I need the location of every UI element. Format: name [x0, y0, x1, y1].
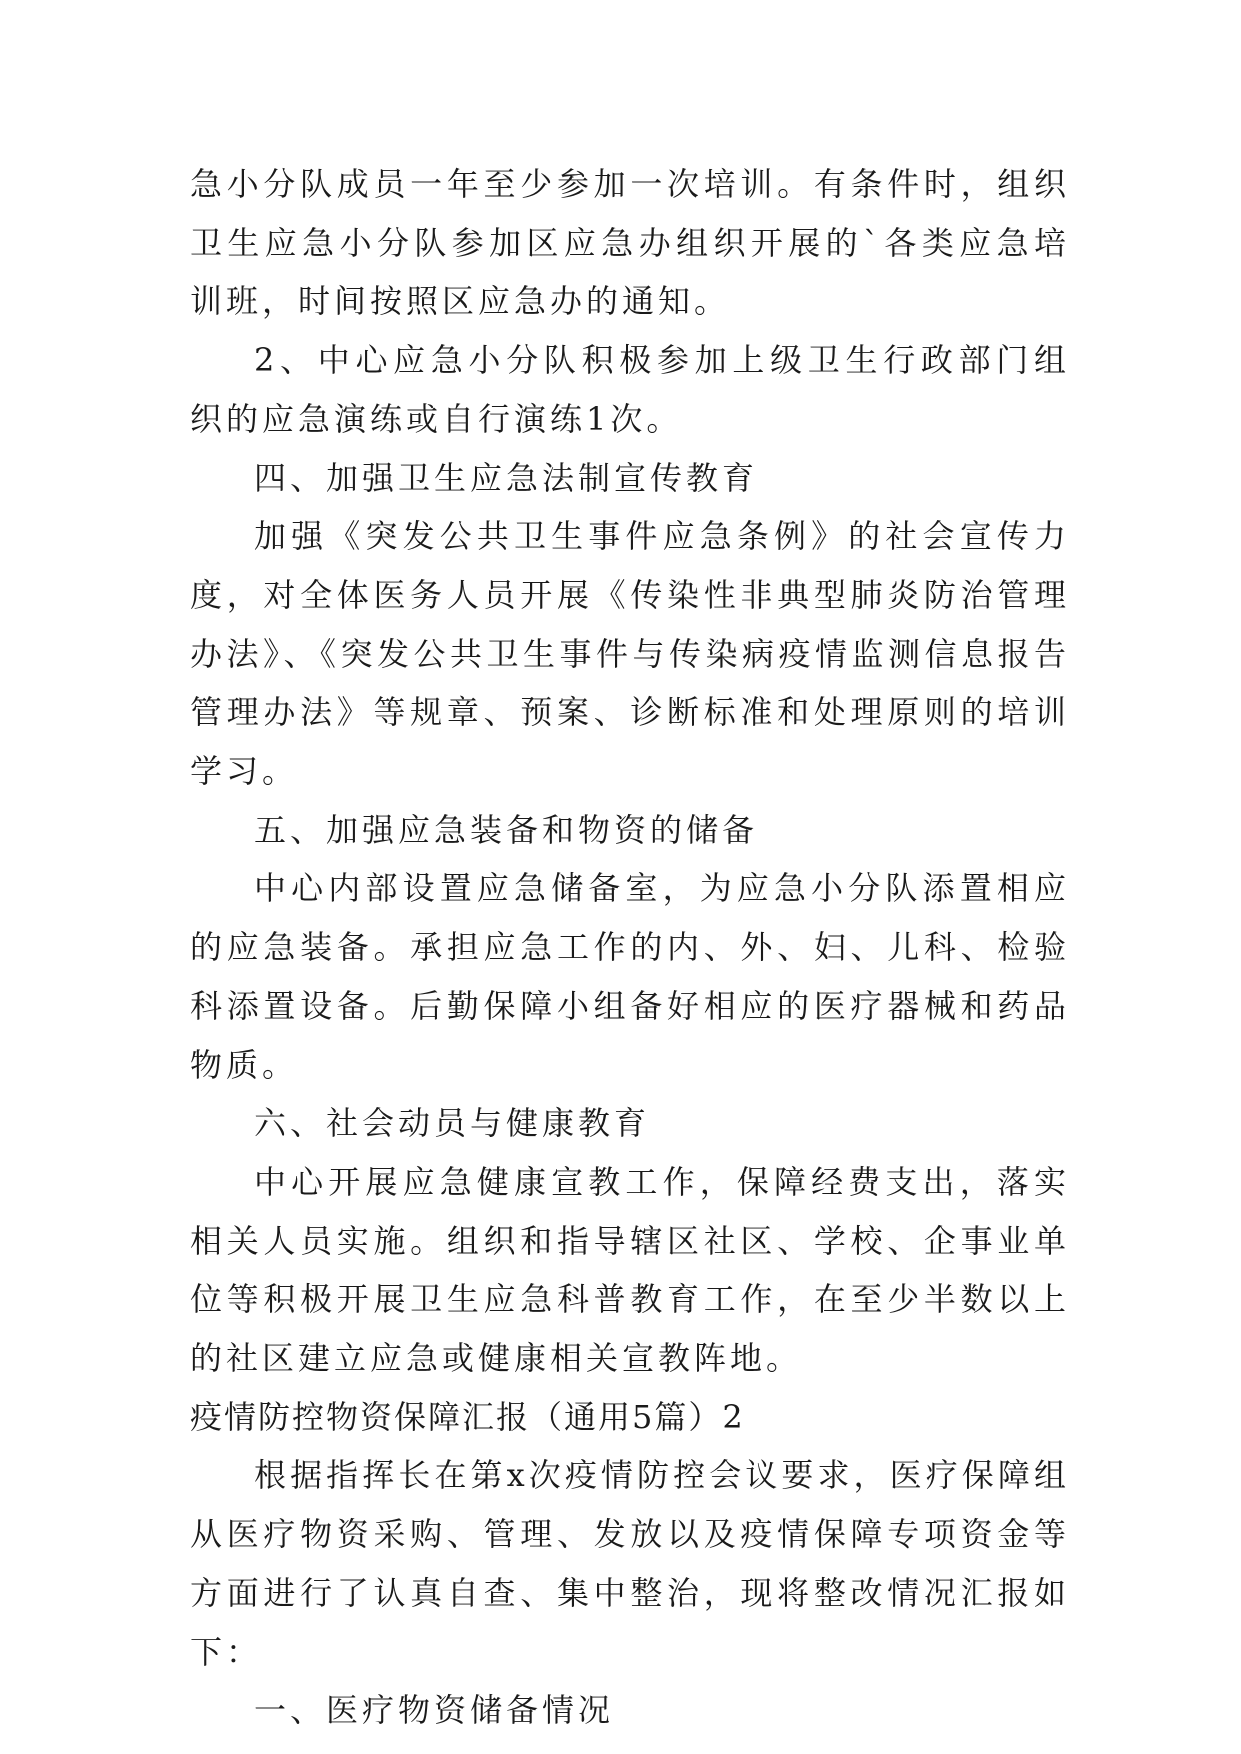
- section-heading: 六、社会动员与健康教育: [254, 1104, 651, 1143]
- paragraph: 2、中心应急小分队积极参加上级卫生行政部门组织的应急演练或自行演练1次。: [190, 341, 1070, 438]
- paragraph: 中心内部设置应急储备室，为应急小分队添置相应的应急装备。承担应急工作的内、外、妇、儿科、检验科添置设备。后勤保障小组备好相应的医疗器械和药品物质。: [190, 869, 1070, 1084]
- paragraph: 中心开展应急健康宣教工作，保障经费支出，落实相关人员实施。组织和指导辖区社区、学校、企事业单位等积极开展卫生应急科普教育工作，在至少半数以上的社区建立应急或健康相关宣教阵地。: [190, 1162, 1070, 1378]
- document-body: [190, 155, 1070, 1740]
- section-heading: 四、加强卫生应急法制宣传教育: [254, 458, 759, 497]
- section-heading: 一、医疗物资储备情况: [254, 1691, 615, 1730]
- paragraph: 根据指挥长在第x次疫情防控会议要求，医疗保障组从医疗物资采购、管理、发放以及疫情保障专项资金等方面进行了认真自查、集中整治，现将整改情况汇报如下：: [190, 1456, 1070, 1671]
- paragraph: 加强《突发公共卫生事件应急条例》的社会宣传力度，对全体医务人员开展《传染性非典型肺炎防治管理办法》、《突发公共卫生事件与传染病疫情监测信息报告管理办法》等规章、预案、诊断标准和处理原则的培训学习。: [190, 517, 1070, 791]
- paragraph-continuation: 急小分队成员一年至少参加一次培训。有条件时，组织卫生应急小分队参加区应急办组织开展的`各类应急培训班，时间按照区应急办的通知。: [190, 165, 1070, 321]
- section-heading: 五、加强应急装备和物资的储备: [254, 810, 759, 849]
- article-title: 疫情防控物资保障汇报（通用5篇）2: [190, 1397, 745, 1436]
